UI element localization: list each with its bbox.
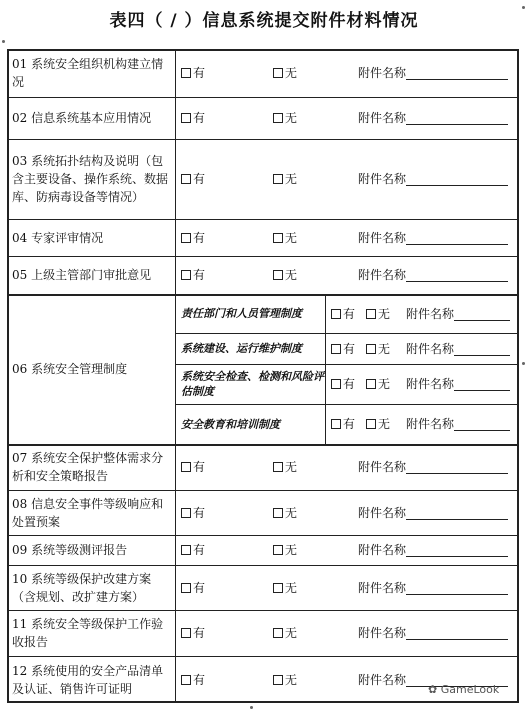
checkbox-square[interactable] xyxy=(331,309,341,319)
checkbox-square[interactable] xyxy=(366,419,376,429)
checkbox-label: 无 xyxy=(378,377,391,391)
checkbox-label: 无 xyxy=(285,66,298,80)
attachment-input-line[interactable] xyxy=(454,343,510,356)
checkbox-no[interactable] xyxy=(366,377,390,391)
attachment-name-field[interactable] xyxy=(406,307,510,321)
attachment-name-field[interactable] xyxy=(358,581,508,595)
subrow-label: 安全教育和培训制度 xyxy=(181,417,280,431)
checkbox-yes[interactable] xyxy=(181,268,205,282)
row-label: 08 信息安全事件等级响应和处置预案 xyxy=(12,496,164,529)
attachment-label: 附件名称 xyxy=(358,111,407,125)
checkbox-label: 有 xyxy=(193,506,206,520)
row-label: 07 系统安全保护整体需求分析和安全策略报告 xyxy=(12,451,164,483)
attachment-name-field[interactable] xyxy=(358,626,508,640)
attachment-name-field[interactable] xyxy=(406,417,510,431)
checkbox-no[interactable] xyxy=(366,342,390,356)
checkbox-yes[interactable] xyxy=(331,307,355,321)
checkbox-square[interactable] xyxy=(273,68,283,78)
scan-mark xyxy=(522,362,525,365)
attachment-label: 附件名称 xyxy=(358,66,407,80)
attachment-label: 附件名称 xyxy=(358,231,407,245)
checkbox-no[interactable] xyxy=(366,417,390,431)
checkbox-yes[interactable] xyxy=(181,581,205,595)
attachment-label: 附件名称 xyxy=(358,543,407,557)
checkbox-label: 无 xyxy=(285,581,298,595)
checkbox-yes[interactable] xyxy=(331,417,355,431)
attachment-name-field[interactable] xyxy=(358,66,508,80)
attachment-label: 附件名称 xyxy=(358,172,407,186)
checkbox-square[interactable] xyxy=(273,628,283,638)
checkbox-label: 有 xyxy=(193,581,206,595)
attachment-label: 附件名称 xyxy=(358,460,407,474)
checkbox-label: 无 xyxy=(285,460,298,474)
checkbox-square[interactable] xyxy=(273,233,283,243)
attachment-label: 附件名称 xyxy=(406,377,455,391)
attachment-input-line[interactable] xyxy=(406,67,508,80)
checkbox-label: 无 xyxy=(285,231,298,245)
checkbox-square[interactable] xyxy=(181,68,191,78)
subcolumn-divider xyxy=(325,294,326,444)
row-label: 01 系统安全组织机构建立情况 xyxy=(12,57,164,89)
attachment-name-field[interactable] xyxy=(358,172,508,186)
checkbox-square[interactable] xyxy=(331,379,341,389)
checkbox-no[interactable] xyxy=(273,460,297,474)
attachment-name-field[interactable] xyxy=(358,111,508,125)
checkbox-no[interactable] xyxy=(273,581,297,595)
watermark-logo xyxy=(428,683,499,696)
attachment-label: 附件名称 xyxy=(406,307,455,321)
attachment-name-field[interactable] xyxy=(358,231,508,245)
checkbox-label: 有 xyxy=(193,543,206,557)
checkbox-label: 有 xyxy=(193,626,206,640)
checkbox-square[interactable] xyxy=(181,174,191,184)
checkbox-no[interactable] xyxy=(273,673,297,687)
checkbox-label: 有 xyxy=(343,342,356,356)
scan-mark xyxy=(2,40,5,43)
subrow-label: 系统安全检查、检测和风险评估制度 xyxy=(181,370,324,398)
checkbox-label: 无 xyxy=(285,506,298,520)
attachment-input-line[interactable] xyxy=(406,269,508,282)
checkbox-square[interactable] xyxy=(273,583,283,593)
checkbox-square[interactable] xyxy=(366,309,376,319)
checkbox-yes[interactable] xyxy=(181,626,205,640)
checkbox-label: 无 xyxy=(285,673,298,687)
row-label: 11 系统安全等级保护工作验收报告 xyxy=(12,617,164,649)
row-label: 04 专家评审情况 xyxy=(12,230,104,245)
checkbox-square[interactable] xyxy=(181,545,191,555)
row-label: 03 系统拓扑结构及说明（包含主要设备、操作系统、数据库、防病毒设备等情况） xyxy=(12,154,169,204)
attachment-input-line[interactable] xyxy=(406,232,508,245)
checkbox-yes[interactable] xyxy=(181,231,205,245)
checkbox-square[interactable] xyxy=(181,583,191,593)
checkbox-square[interactable] xyxy=(331,344,341,354)
checkbox-square[interactable] xyxy=(181,508,191,518)
attachment-label: 附件名称 xyxy=(406,417,455,431)
checkbox-no[interactable] xyxy=(273,172,297,186)
checkbox-yes[interactable] xyxy=(181,543,205,557)
checkbox-square[interactable] xyxy=(273,270,283,280)
attachment-label: 附件名称 xyxy=(358,506,407,520)
column-divider xyxy=(175,49,176,703)
row-label: 02 信息系统基本应用情况 xyxy=(12,111,152,125)
checkbox-label: 无 xyxy=(378,342,391,356)
checkbox-no[interactable] xyxy=(273,111,297,125)
row-label: 05 上级主管部门审批意见 xyxy=(12,268,152,282)
row-label: 10 系统等级保护改建方案（含规划、改扩建方案） xyxy=(12,571,152,604)
checkbox-yes[interactable] xyxy=(181,460,205,474)
checkbox-square[interactable] xyxy=(273,462,283,472)
attachment-input-line[interactable] xyxy=(454,378,510,391)
checkbox-square[interactable] xyxy=(366,379,376,389)
checkbox-yes[interactable] xyxy=(181,172,205,186)
checkbox-label: 无 xyxy=(285,172,298,186)
attachment-name-field[interactable] xyxy=(406,342,510,356)
checkbox-square[interactable] xyxy=(181,233,191,243)
checkbox-square[interactable] xyxy=(181,113,191,123)
subrow-label: 系统建设、运行维护制度 xyxy=(181,342,302,355)
checkbox-label: 有 xyxy=(343,377,356,391)
checkbox-no[interactable] xyxy=(366,307,390,321)
checkbox-label: 有 xyxy=(193,268,206,282)
checkbox-no[interactable] xyxy=(273,626,297,640)
attachment-input-line[interactable] xyxy=(406,461,508,474)
attachment-input-line[interactable] xyxy=(406,544,508,557)
checkbox-yes[interactable] xyxy=(181,111,205,125)
attachment-input-line[interactable] xyxy=(454,308,510,321)
scan-mark xyxy=(522,6,525,9)
checkbox-no[interactable] xyxy=(273,506,297,520)
attachment-label: 附件名称 xyxy=(358,626,407,640)
attachment-input-line[interactable] xyxy=(406,582,508,595)
checkbox-yes[interactable] xyxy=(331,342,355,356)
checkbox-label: 有 xyxy=(193,172,206,186)
checkbox-no[interactable] xyxy=(273,268,297,282)
checkbox-label: 有 xyxy=(343,417,356,431)
checkbox-yes[interactable] xyxy=(181,506,205,520)
attachment-input-line[interactable] xyxy=(406,627,508,640)
checkbox-no[interactable] xyxy=(273,231,297,245)
checkbox-no[interactable] xyxy=(273,66,297,80)
attachment-input-line[interactable] xyxy=(454,418,510,431)
attachment-name-field[interactable] xyxy=(358,460,508,474)
checkbox-square[interactable] xyxy=(181,675,191,685)
row-label: 06 系统安全管理制度 xyxy=(12,362,128,376)
checkbox-label: 有 xyxy=(193,66,206,80)
checkbox-square[interactable] xyxy=(273,508,283,518)
attachment-name-field[interactable] xyxy=(358,506,508,520)
scan-mark xyxy=(250,706,253,709)
row-label: 09 系统等级测评报告 xyxy=(12,543,128,557)
attachment-name-field[interactable] xyxy=(358,543,508,557)
checkbox-no[interactable] xyxy=(273,543,297,557)
checkbox-label: 有 xyxy=(193,231,206,245)
checkbox-square[interactable] xyxy=(181,270,191,280)
attachment-name-field[interactable] xyxy=(358,268,508,282)
checkbox-label: 有 xyxy=(343,307,356,321)
checkbox-label: 无 xyxy=(285,626,298,640)
attachment-label: 附件名称 xyxy=(358,581,407,595)
attachment-label: 附件名称 xyxy=(358,268,407,282)
attachment-label: 附件名称 xyxy=(406,342,455,356)
checkbox-yes[interactable] xyxy=(181,66,205,80)
wechat-icon: ✿ xyxy=(428,683,441,696)
checkbox-square[interactable] xyxy=(366,344,376,354)
watermark-text: GameLook xyxy=(440,683,500,696)
checkbox-label: 有 xyxy=(193,673,206,687)
row-label: 12 系统使用的安全产品清单及认证、销售许可证明 xyxy=(12,663,164,696)
checkbox-square[interactable] xyxy=(273,675,283,685)
checkbox-yes[interactable] xyxy=(331,377,355,391)
checkbox-square[interactable] xyxy=(331,419,341,429)
checkbox-square[interactable] xyxy=(273,174,283,184)
attachment-input-line[interactable] xyxy=(406,173,508,186)
checkbox-square[interactable] xyxy=(181,462,191,472)
checkbox-label: 无 xyxy=(378,417,391,431)
checkbox-label: 无 xyxy=(378,307,391,321)
checkbox-square[interactable] xyxy=(273,113,283,123)
checkbox-square[interactable] xyxy=(181,628,191,638)
checkbox-label: 无 xyxy=(285,543,298,557)
checkbox-label: 无 xyxy=(285,111,298,125)
attachment-name-field[interactable] xyxy=(406,377,510,391)
attachment-label: 附件名称 xyxy=(358,673,407,687)
attachment-input-line[interactable] xyxy=(406,507,508,520)
subrow-label: 责任部门和人员管理制度 xyxy=(181,307,302,320)
checkbox-label: 无 xyxy=(285,268,298,282)
checkbox-yes[interactable] xyxy=(181,673,205,687)
checkbox-square[interactable] xyxy=(273,545,283,555)
checkbox-label: 有 xyxy=(193,460,206,474)
checkbox-label: 有 xyxy=(193,111,206,125)
attachment-input-line[interactable] xyxy=(406,112,508,125)
page-title: 表四（ / ）信息系统提交附件材料情况 xyxy=(109,11,419,31)
